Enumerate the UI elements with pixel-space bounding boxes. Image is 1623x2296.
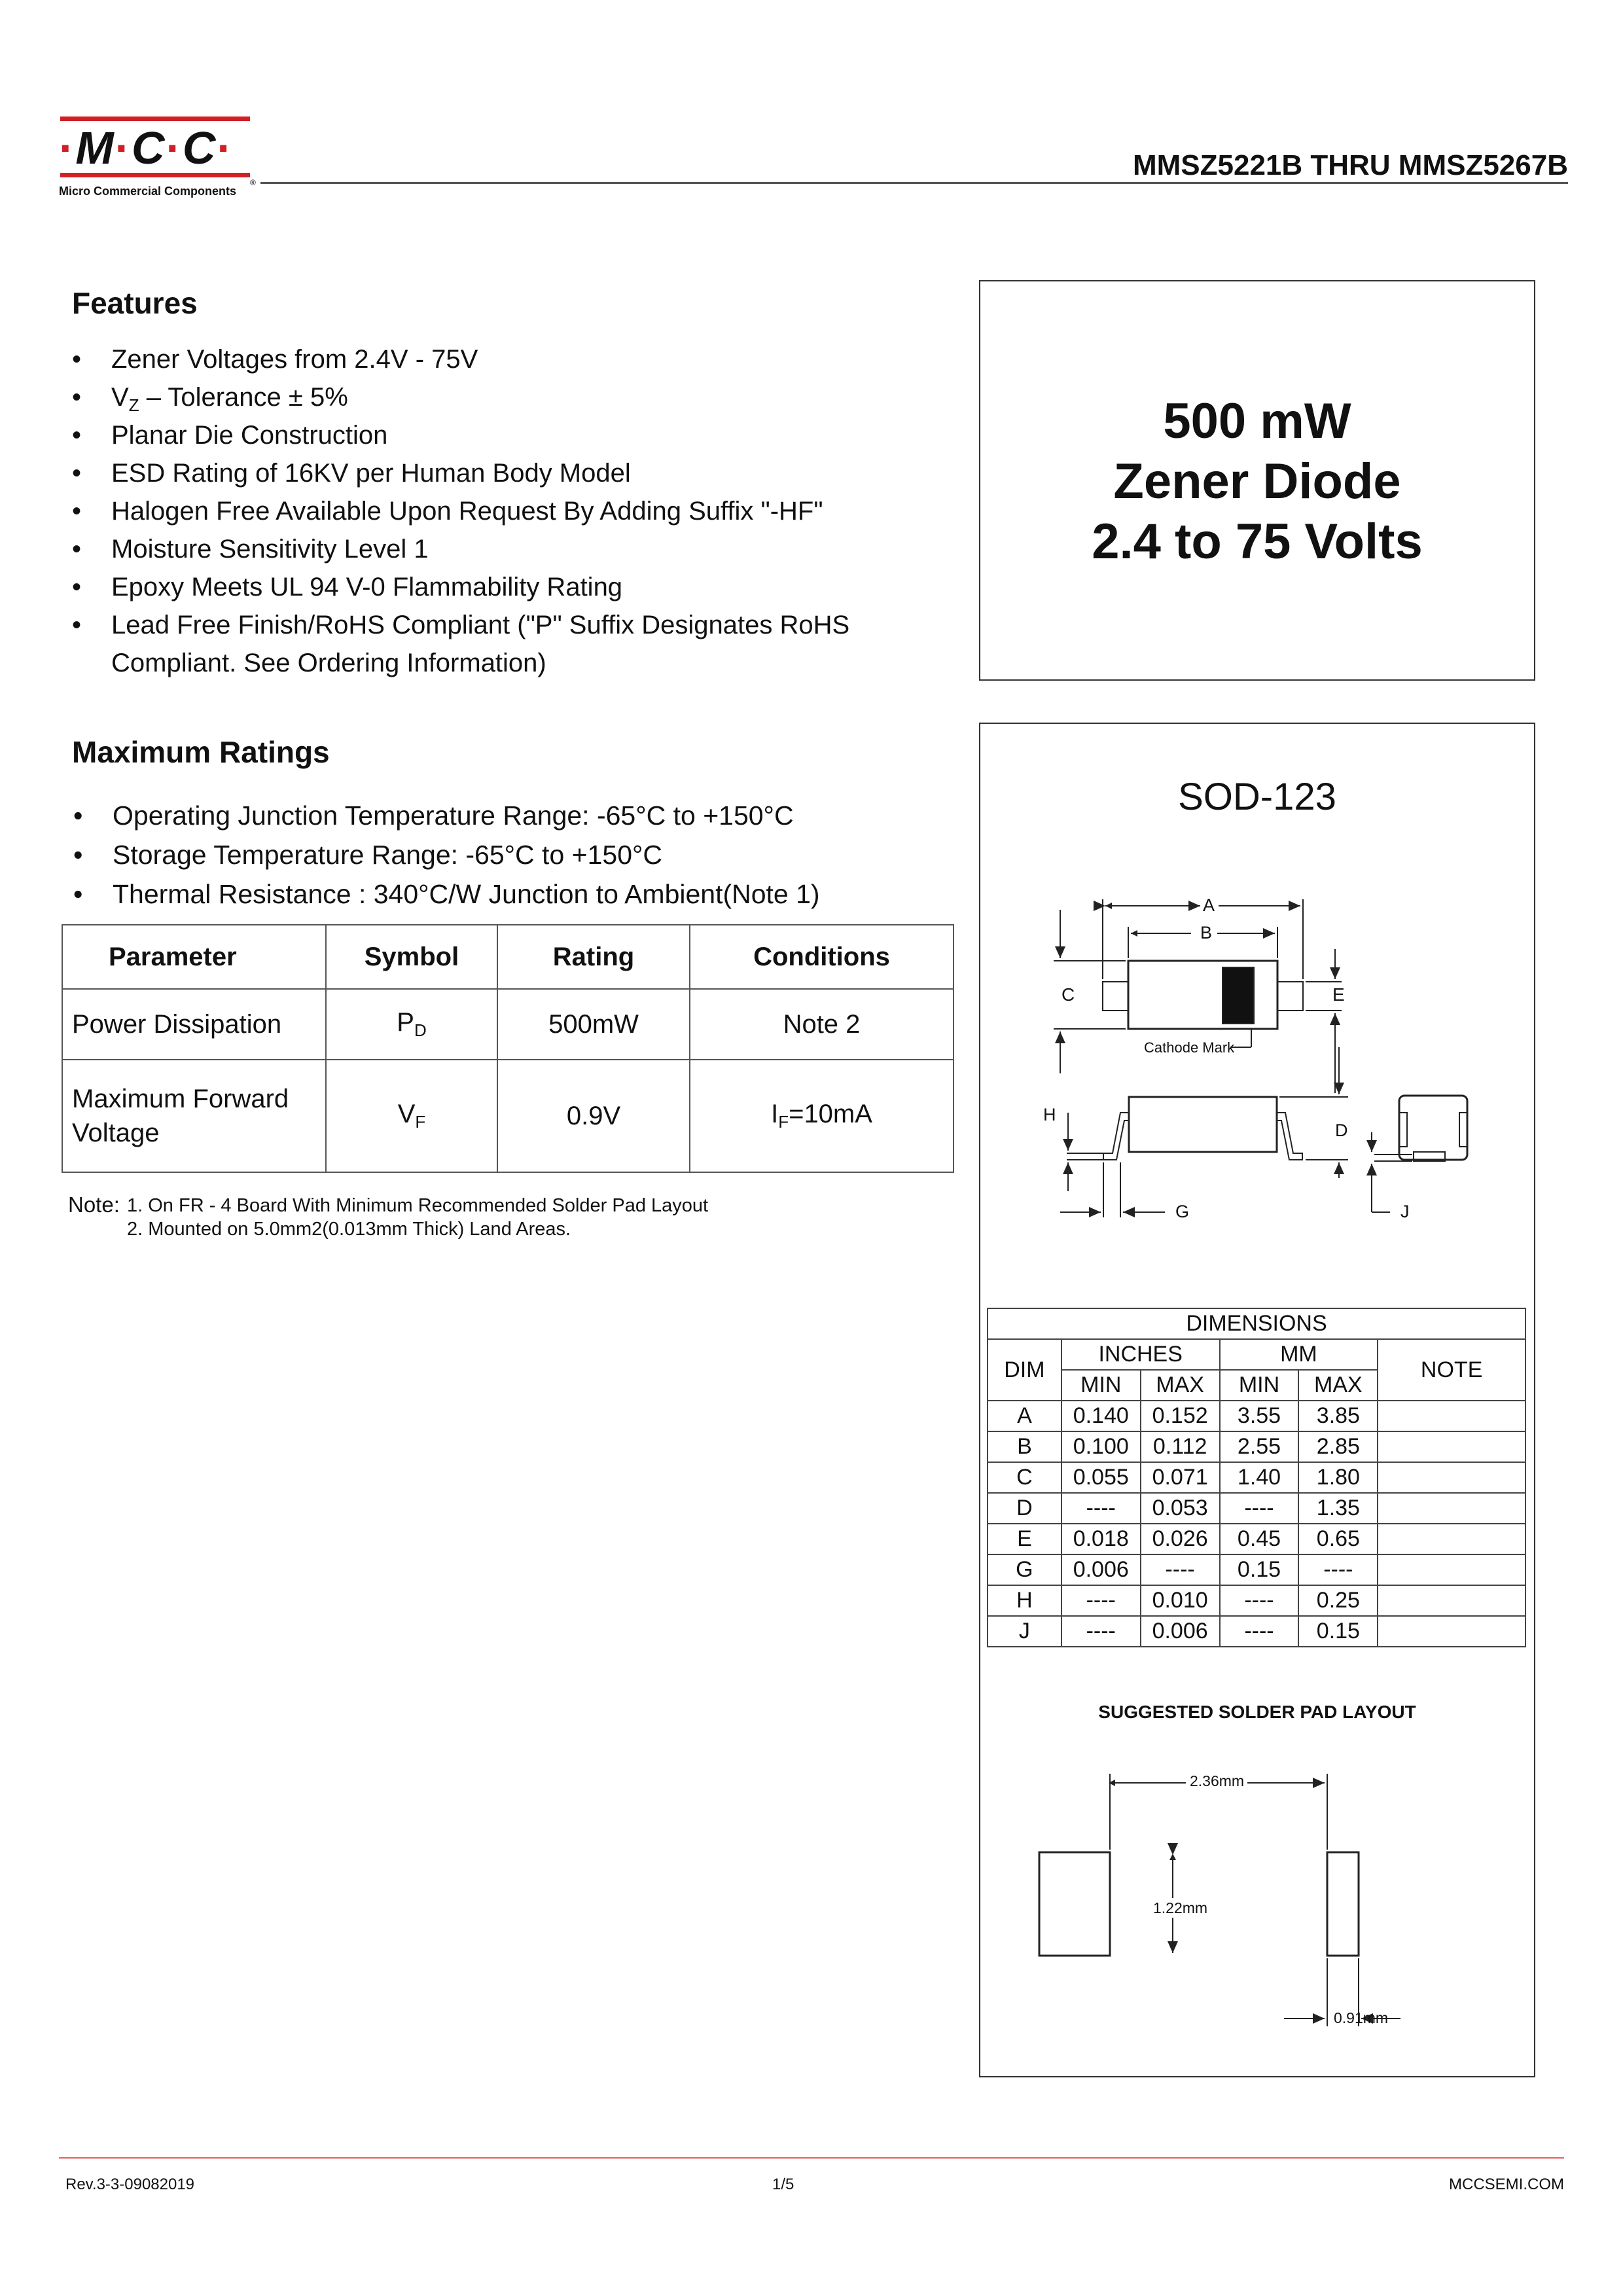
list-item: • Operating Junction Temperature Range: -65°C to +150°C (73, 796, 976, 835)
dim-label-a: A (1203, 895, 1215, 915)
col-conditions: Conditions (690, 925, 954, 989)
dim-label-e: E (1332, 984, 1345, 1005)
vz-subscript: Z (128, 395, 139, 415)
table-row: B 0.100 0.112 2.55 2.85 (988, 1431, 1525, 1462)
table-header-row (988, 1308, 1525, 1339)
col-symbol: Symbol (326, 925, 497, 989)
cell-rating: 0.9V (497, 1060, 690, 1172)
note-1: 1. On FR - 4 Board With Minimum Recommended Solder Pad Layout (127, 1195, 709, 1216)
table-header-row: MIN MAX MIN MAX (988, 1370, 1525, 1401)
col-rating: Rating (497, 925, 690, 989)
dim-label-d: D (1335, 1121, 1348, 1140)
list-item: • Planar Die Construction (72, 416, 975, 454)
logo: ·M·C·C· (59, 122, 234, 173)
solder-pad-height: 1.22mm (1153, 1899, 1208, 1916)
list-item: • Halogen Free Available Upon Request By Adding Suffix "-HF" (72, 492, 975, 530)
diode-body-side (1129, 1097, 1277, 1152)
list-item: • Lead Free Finish/RoHS Compliant ("P" Suffix Designates RoHS (72, 606, 975, 644)
dim-label-j: J (1400, 1202, 1410, 1221)
table-header-row (988, 1339, 1525, 1370)
col-mm: MM (1220, 1339, 1378, 1370)
features-heading: Features (72, 286, 198, 320)
cell-symbol: $V_F$ (326, 1060, 497, 1172)
col-inches: INCHES (1061, 1339, 1220, 1370)
dim-label-g: G (1175, 1202, 1190, 1221)
package-name: SOD-123 (1178, 776, 1336, 818)
solder-pad-right (1327, 1852, 1359, 1956)
cell-conditions: Note 2 (690, 989, 954, 1060)
lead-left-side (1103, 1113, 1129, 1160)
website: MCCSEMI.COM (1449, 2176, 1564, 2193)
list-item: • ESD Rating of 16KV per Human Body Model (72, 454, 975, 492)
lead-right-top (1277, 982, 1303, 1011)
device-type: Zener Diode (1113, 454, 1401, 509)
dim-label-c: C (1061, 984, 1075, 1005)
col-note: NOTE (1378, 1339, 1525, 1401)
cell-parameter: Maximum Forward Voltage (62, 1060, 326, 1172)
note-2: 2. Mounted on 5.0mm2(0.013mm Thick) Land Areas. (127, 1219, 571, 1240)
cell-conditions: $I_F=10mA$ (690, 1060, 954, 1172)
diode-body-top (1128, 961, 1277, 1029)
dimensions-table (987, 1308, 1526, 1647)
solder-pad-size: 0.91mm (1334, 2009, 1389, 2026)
diode-end-view (1399, 1096, 1467, 1160)
cathode-mark-label: Cathode Mark (1144, 1039, 1235, 1056)
list-item: • Epoxy Meets UL 94 V-0 Flammability Rating (72, 568, 975, 606)
table-row: J ---- 0.006 ---- 0.15 (988, 1616, 1525, 1647)
col-parameter: Parameter (62, 925, 326, 989)
lead-right-side (1277, 1113, 1302, 1160)
part-range-title: MMSZ5221B THRU MMSZ5267B (1132, 149, 1568, 181)
table-row: D ---- 0.053 ---- 1.35 (988, 1493, 1525, 1524)
notes-label: Note: (68, 1193, 120, 1217)
list-item: • Thermal Resistance : 340°C/W Junction to Ambient(Note 1) (73, 874, 976, 914)
solder-pad-title: SUGGESTED SOLDER PAD LAYOUT (1098, 1702, 1416, 1722)
table-row: G 0.006 ---- 0.15 ---- (988, 1554, 1525, 1585)
dim-label-h: H (1043, 1105, 1056, 1124)
dim-label-b: B (1200, 923, 1213, 942)
table-row: E 0.018 0.026 0.45 0.65 (988, 1524, 1525, 1554)
solder-pad-left (1039, 1852, 1110, 1956)
list-item: • Storage Temperature Range: -65°C to +150°C (73, 835, 976, 874)
cell-symbol: $P_D$ (326, 989, 497, 1060)
logo-subtitle: Micro Commercial Components (59, 185, 237, 198)
list-item: Compliant. See Ordering Information) (111, 649, 546, 677)
dimensions-title: DIMENSIONS (988, 1308, 1525, 1339)
list-item: • $V_Z$ – Tolerance ± 5% (72, 378, 975, 416)
cell-parameter: Power Dissipation (62, 989, 326, 1060)
col-dim: DIM (988, 1339, 1061, 1401)
table-row: H ---- 0.010 ---- 0.25 (988, 1585, 1525, 1616)
list-item: • Zener Voltages from 2.4V - 75V (72, 340, 975, 378)
logo-registered-mark: ® (250, 178, 256, 187)
revision: Rev.3-3-09082019 (65, 2176, 195, 2193)
solder-pad-width: 2.36mm (1190, 1772, 1245, 1789)
table-row: A 0.140 0.152 3.55 3.85 (988, 1401, 1525, 1431)
table-row: C 0.055 0.071 1.40 1.80 (988, 1462, 1525, 1493)
max-ratings-heading: Maximum Ratings (72, 735, 330, 769)
cell-rating: 500mW (497, 989, 690, 1060)
page-number: 1/5 (772, 2176, 794, 2193)
voltage-range: 2.4 to 75 Volts (1092, 514, 1423, 569)
lead-left-top (1103, 982, 1128, 1011)
power-rating: 500 mW (1163, 393, 1351, 449)
cathode-band (1222, 967, 1254, 1024)
list-item: • Moisture Sensitivity Level 1 (72, 530, 975, 568)
vz-symbol: V (111, 383, 129, 412)
footer-rule (59, 2157, 1564, 2159)
